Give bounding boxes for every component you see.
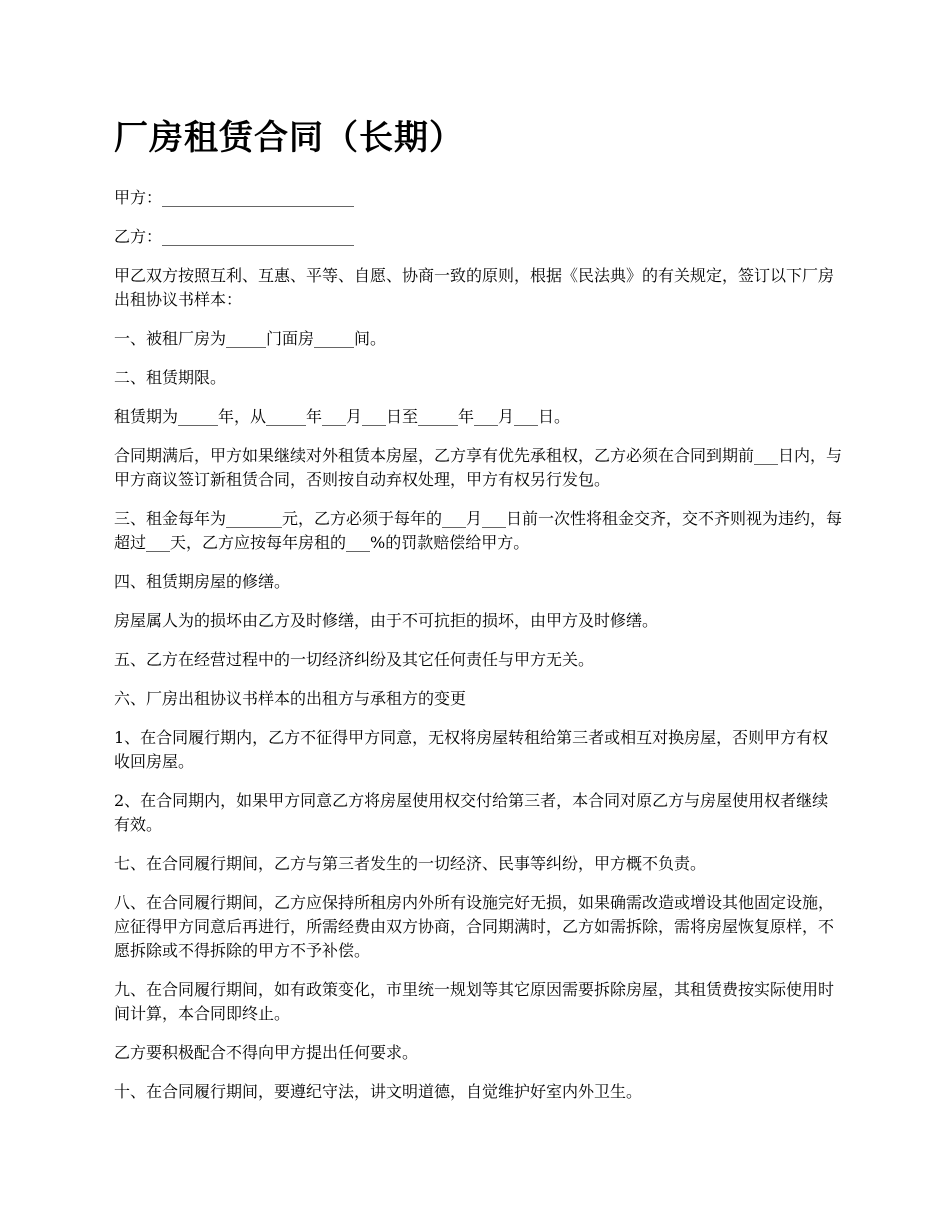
lease-term-paragraph: 租赁期为_____年，从_____年___月___日至_____年___月___日。	[114, 407, 571, 426]
preamble-paragraph: 甲乙双方按照互利、互惠、平等、自愿、协商一致的原则，根据《民法典》的有关规定，签订以下厂房出租协议书样本：	[114, 266, 835, 309]
clause-10: 十、在合同履行期间，要遵纪守法，讲文明道德，自觉维护好室内外卫生。	[114, 1082, 643, 1101]
repair-paragraph: 房屋属人为的损坏由乙方及时修缮，由于不可抗拒的损坏，由甲方及时修缮。	[114, 611, 659, 630]
document-page	[114, 112, 844, 1119]
clause-6-item-1: 1、在合同履行期内，乙方不征得甲方同意，无权将房屋转租给第三者或相互对换房屋，否则甲方有权收回房屋。	[114, 728, 829, 771]
clause-1: 一、被租厂房为_____门面房_____间。	[114, 329, 387, 348]
clause-6-heading: 六、厂房出租协议书样本的出租方与承租方的变更	[114, 689, 467, 708]
clause-4-heading: 四、租赁期房屋的修缮。	[114, 572, 291, 591]
clause-3-rent: 三、租金每年为_______元，乙方必须于每年的___月___日前一次性将租金交齐，交不齐则视为违约，每超过___天，乙方应按每年房租的___%的罚款赔偿给甲方。	[114, 509, 843, 552]
document-title: 厂房租赁合同（长期）	[114, 118, 464, 158]
clause-2-heading: 二、租赁期限。	[114, 368, 227, 387]
clause-9: 九、在合同履行期间，如有政策变化，市里统一规划等其它原因需要拆除房屋，其租赁费按实际使用时间计算，本合同即终止。	[114, 980, 835, 1023]
clause-7: 七、在合同履行期间，乙方与第三者发生的一切经济、民事等纠纷，甲方概不负责。	[114, 854, 707, 873]
party-b-line: 乙方：________________________	[114, 227, 355, 246]
clause-6-item-2: 2、在合同期内，如果甲方同意乙方将房屋使用权交付给第三者，本合同对原乙方与房屋使用权者继续有效。	[114, 791, 829, 834]
clause-5: 五、乙方在经营过程中的一切经济纠纷及其它任何责任与甲方无关。	[114, 650, 595, 669]
clause-8: 八、在合同履行期间，乙方应保持所租房内外所有设施完好无损，如果确需改造或增设其他固定设施，应征得甲方同意后再进行，所需经费由双方协商，合同期满时，乙方如需拆除，需将房屋恢复原样，不愿拆除或不得拆除的甲方不予补偿。	[114, 893, 835, 960]
cooperation-paragraph: 乙方要积极配合不得向甲方提出任何要求。	[114, 1043, 419, 1062]
party-a-line: 甲方：________________________	[114, 188, 355, 207]
renewal-paragraph: 合同期满后，甲方如果继续对外租赁本房屋，乙方享有优先承租权，乙方必须在合同到期前___日内，与甲方商议签订新租赁合同，否则按自动弃权处理，甲方有权另行发包。	[114, 446, 843, 489]
